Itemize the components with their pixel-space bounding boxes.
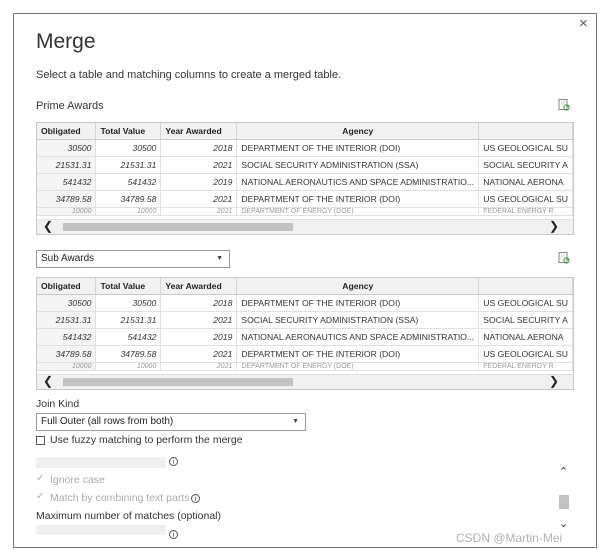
prime-preview-table bbox=[37, 123, 573, 216]
table-cell: US GEOLOGICAL SU bbox=[479, 295, 573, 312]
table-row bbox=[37, 363, 573, 371]
scroll-left-icon[interactable]: ❮ bbox=[43, 374, 54, 388]
prime-preview-grid bbox=[36, 122, 574, 235]
table-cell: DEPARTMENT OF THE INTERIOR (DOI) bbox=[237, 140, 479, 157]
table-row bbox=[37, 191, 573, 208]
max-matches-label: Maximum number of matches (optional) bbox=[36, 510, 221, 522]
table-cell: NATIONAL AERONAUTICS AND SPACE ADMINISTRATIO... bbox=[237, 174, 479, 191]
table-cell: 541432 bbox=[37, 174, 96, 191]
join-kind-select[interactable] bbox=[36, 413, 306, 431]
table-cell: 21531.31 bbox=[37, 157, 96, 174]
table-cell: 10000 bbox=[37, 208, 96, 216]
dialog-subtitle: Select a table and matching columns to create a merged table. bbox=[36, 69, 342, 81]
scroll-thumb[interactable] bbox=[559, 495, 569, 509]
table-cell: 2021 bbox=[161, 363, 237, 371]
second-table-select[interactable] bbox=[36, 250, 230, 268]
table-row bbox=[37, 312, 573, 329]
table-cell: 10000 bbox=[37, 363, 96, 371]
column-header[interactable]: Obligated bbox=[37, 123, 96, 140]
table-cell: 10000 bbox=[96, 208, 161, 216]
prime-horizontal-scrollbar[interactable] bbox=[37, 219, 573, 234]
table-row bbox=[37, 140, 573, 157]
table-cell: 21531.31 bbox=[96, 157, 161, 174]
table-cell: 10000 bbox=[96, 363, 161, 371]
table-cell: 541432 bbox=[37, 329, 96, 346]
info-icon[interactable]: i bbox=[169, 530, 178, 539]
scroll-up-icon[interactable]: ⌃ bbox=[559, 466, 569, 478]
column-header[interactable]: Total Value bbox=[96, 123, 161, 140]
table-cell: SOCIAL SECURITY A bbox=[479, 157, 573, 174]
table-cell: 30500 bbox=[37, 295, 96, 312]
table-cell: 34789.58 bbox=[37, 346, 96, 363]
max-matches-input[interactable] bbox=[36, 525, 166, 535]
fuzzy-matching-checkbox[interactable] bbox=[36, 436, 45, 445]
join-kind-label: Join Kind bbox=[36, 398, 80, 410]
scroll-right-icon[interactable]: ❯ bbox=[549, 219, 560, 233]
table-cell: 541432 bbox=[96, 329, 161, 346]
table-row bbox=[37, 157, 573, 174]
table-cell: DEPARTMENT OF ENERGY (DOE) bbox=[237, 208, 479, 216]
table-cell: DEPARTMENT OF ENERGY (DOE) bbox=[237, 363, 479, 371]
table-cell: FEDERAL ENERGY R bbox=[479, 363, 573, 371]
scroll-down-icon[interactable]: ⌄ bbox=[559, 518, 569, 530]
table-cell: 21531.31 bbox=[37, 312, 96, 329]
table-row bbox=[37, 208, 573, 216]
table-cell: US GEOLOGICAL SU bbox=[479, 346, 573, 363]
scroll-thumb[interactable] bbox=[63, 223, 293, 231]
column-header[interactable] bbox=[479, 123, 573, 140]
sub-horizontal-scrollbar[interactable] bbox=[37, 374, 573, 389]
table-cell: NATIONAL AERONA bbox=[479, 174, 573, 191]
table-cell: US GEOLOGICAL SU bbox=[479, 191, 573, 208]
table-cell: 2018 bbox=[161, 295, 237, 312]
table-cell: DEPARTMENT OF THE INTERIOR (DOI) bbox=[237, 295, 479, 312]
table-cell: NATIONAL AERONAUTICS AND SPACE ADMINISTRATIO... bbox=[237, 329, 479, 346]
column-header[interactable]: Year Awarded bbox=[161, 123, 237, 140]
table-cell: 2021 bbox=[161, 157, 237, 174]
combine-text-parts-label: Match by combining text parts bbox=[50, 492, 190, 504]
column-header[interactable]: Agency bbox=[237, 278, 479, 295]
table-cell: SOCIAL SECURITY ADMINISTRATION (SSA) bbox=[237, 157, 479, 174]
check-icon: ✓ bbox=[36, 473, 45, 484]
table-row bbox=[37, 329, 573, 346]
table-cell: FEDERAL ENERGY R bbox=[479, 208, 573, 216]
column-header[interactable]: Year Awarded bbox=[161, 278, 237, 295]
table-cell: 541432 bbox=[96, 174, 161, 191]
table-cell: 30500 bbox=[37, 140, 96, 157]
table-row bbox=[37, 346, 573, 363]
info-icon[interactable]: i bbox=[169, 457, 178, 466]
table-cell: NATIONAL AERONA bbox=[479, 329, 573, 346]
table-cell: 2021 bbox=[161, 312, 237, 329]
table-cell: 30500 bbox=[96, 295, 161, 312]
table-row bbox=[37, 295, 573, 312]
check-icon: ✓ bbox=[36, 491, 45, 502]
column-header[interactable]: Total Value bbox=[96, 278, 161, 295]
table-cell: 2019 bbox=[161, 174, 237, 191]
table-row bbox=[37, 174, 573, 191]
options-vertical-scrollbar[interactable] bbox=[557, 465, 571, 535]
fuzzy-matching-label: Use fuzzy matching to perform the merge bbox=[50, 434, 243, 446]
table-cell: 2021 bbox=[161, 208, 237, 216]
table-cell: 34789.58 bbox=[96, 191, 161, 208]
table-cell: 2018 bbox=[161, 140, 237, 157]
info-icon[interactable]: i bbox=[191, 494, 200, 503]
column-header[interactable]: Obligated bbox=[37, 278, 96, 295]
scroll-thumb[interactable] bbox=[63, 378, 293, 386]
table-cell: DEPARTMENT OF THE INTERIOR (DOI) bbox=[237, 191, 479, 208]
column-header[interactable]: Agency bbox=[237, 123, 479, 140]
similarity-threshold-input[interactable] bbox=[36, 457, 166, 468]
chevron-down-icon: ▼ bbox=[216, 255, 223, 262]
table-cell: 30500 bbox=[96, 140, 161, 157]
sub-preview-grid bbox=[36, 277, 574, 390]
table-cell: 2021 bbox=[161, 346, 237, 363]
table-cell: 2021 bbox=[161, 191, 237, 208]
table-cell: 34789.58 bbox=[37, 191, 96, 208]
ignore-case-label: Ignore case bbox=[50, 474, 105, 486]
table-cell: 21531.31 bbox=[96, 312, 161, 329]
table-cell: SOCIAL SECURITY ADMINISTRATION (SSA) bbox=[237, 312, 479, 329]
table-cell: 2019 bbox=[161, 329, 237, 346]
close-icon[interactable]: × bbox=[579, 15, 588, 32]
watermark: CSDN @Martin-Mei bbox=[456, 531, 563, 545]
table-cell: 34789.58 bbox=[96, 346, 161, 363]
table-cell: DEPARTMENT OF THE INTERIOR (DOI) bbox=[237, 346, 479, 363]
chevron-down-icon: ▼ bbox=[292, 418, 299, 425]
refresh-preview-icon[interactable] bbox=[558, 99, 570, 111]
second-table-value: Sub Awards bbox=[41, 253, 95, 264]
scroll-left-icon[interactable]: ❮ bbox=[43, 219, 54, 233]
sub-preview-table bbox=[37, 278, 573, 371]
table-cell: US GEOLOGICAL SU bbox=[479, 140, 573, 157]
refresh-preview-icon[interactable] bbox=[558, 252, 570, 264]
dialog-title: Merge bbox=[36, 30, 96, 53]
scroll-right-icon[interactable]: ❯ bbox=[549, 374, 560, 388]
join-kind-value: Full Outer (all rows from both) bbox=[41, 416, 174, 427]
prime-table-label: Prime Awards bbox=[36, 100, 104, 112]
table-cell: SOCIAL SECURITY A bbox=[479, 312, 573, 329]
column-header[interactable] bbox=[479, 278, 573, 295]
